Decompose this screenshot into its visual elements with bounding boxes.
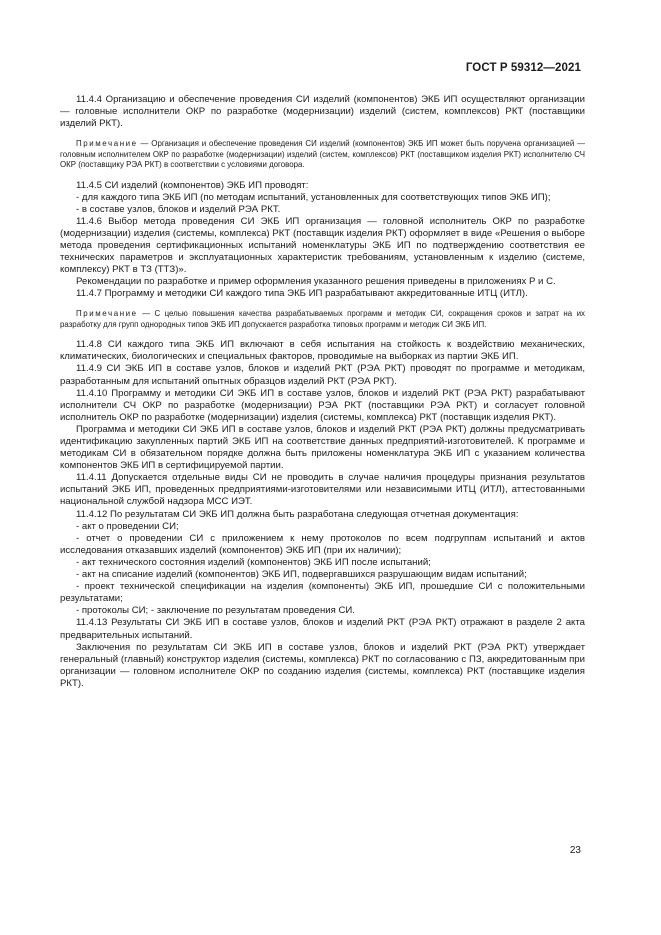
paragraph-11-4-5: 11.4.5 СИ изделий (компонентов) ЭКБ ИП проводят: xyxy=(76,179,309,191)
document-body xyxy=(60,94,585,690)
list-item: - проект технической спецификации на изделия (компоненты) ЭКБ ИП, прошедшие СИ с положительными результатами; xyxy=(60,581,585,605)
standard-header: ГОСТ Р 59312—2021 xyxy=(465,62,581,74)
paragraph-recommendations: Рекомендации по разработке и пример оформления указанного решения приведены в приложениях Р и С. xyxy=(76,276,556,288)
paragraph-11-4-9: 11.4.9 СИ ЭКБ ИП в составе узлов, блоков и изделий РКТ (РЭА РКТ) проводят по программе и методикам, разработанным для испытаний опытных образцов изделий РКТ (РЭА РКТ). xyxy=(60,363,585,387)
paragraph-11-4-4: 11.4.4 Организацию и обеспечение проведения СИ изделий (компонентов) ЭКБ ИП осуществляют организации — головные исполнители ОКР по разработке (модернизации) изделий (систем, комплексов) РКТ (поставщики изделий РКТ). xyxy=(60,94,585,130)
note-1 xyxy=(60,139,585,170)
paragraph-11-4-6: 11.4.6 Выбор метода проведения СИ ЭКБ ИП организация — головной исполнитель ОКР по разработке (модернизации) изделия (системы, комплекса) РКТ (поставщик изделия РКТ) оформляет в виде «Решения о выборе метода проведения сертификационных испытаний номенклатуры ЭКБ ИП по подтверждению соответствия ее технических параметров и эксплуатационных характеристик требованиям, установленным к изделию (системе, комплексу) РКТ в ТЗ (ТТЗ)». xyxy=(60,215,585,276)
note-2-text: — С целью повышения качества разрабатываемых программ и методик СИ, сокращения сроков и затрат на их разработку для групп однородных типов ЭКБ ИП допускается разработка типовых программ и методик СИ ЭКБ ИП. xyxy=(60,309,585,329)
paragraph-11-4-11: 11.4.11 Допускается отдельные виды СИ не проводить в случае наличия процедуры признания результатов испытаний ЭКБ ИП, проведенных предприятиями-изготовителями или независимыми ИТЦ (ИТЛ), аттестованными национальной службой надзора МСС ИЭТ. xyxy=(60,472,585,508)
list-item: - отчет о проведении СИ с приложением к нему протоколов по всем подгруппам испытаний и актов исследования отказавших изделий (компонентов) ЭКБ ИП (при их наличии); xyxy=(60,532,585,556)
note-label: Примечание xyxy=(76,309,138,319)
paragraph-11-4-7: 11.4.7 Программу и методики СИ каждого типа ЭКБ ИП разрабатывают аккредитованные ИТЦ (ИТЛ). xyxy=(76,288,528,300)
list-item: - протоколы СИ; - заключение по результатам проведения СИ. xyxy=(76,605,355,617)
paragraph-11-4-12: 11.4.12 По результатам СИ ЭКБ ИП должна быть разработана следующая отчетная документация: xyxy=(76,508,519,520)
paragraph-conclusions: Заключения по результатам СИ ЭКБ ИП в составе узлов, блоков и изделий РКТ (РЭА РКТ) утверждает генеральный (главный) конструктор изделия (системы, комплекса) РКТ по согласованию с ПЗ, аккредитованным при организации — головном исполнителе ОКР по созданию изделия (системы, комплекса) РКТ (поставщике изделия РКТ). xyxy=(60,641,585,689)
list-item: - акт на списание изделий (компонентов) ЭКБ ИП, подвергавшихся разрушающим видам испытаний; xyxy=(76,569,527,581)
list-item: - акт технического состояния изделий (компонентов) ЭКБ ИП после испытаний; xyxy=(76,556,431,568)
paragraph-program: Программа и методики СИ ЭКБ ИП в составе узлов, блоков и изделий РКТ (РЭА РКТ) должны предусматривать идентификацию закупленных партий ЭКБ ИП на соответствие данных предприятий-изготовителей. К программе и методикам СИ в обязательном порядке должна быть приложены номенклатура ЭКБ ИП с указанием количества компонентов ЭКБ ИП в сертифицируемой партии. xyxy=(60,423,585,472)
list-item: - акт о проведении СИ; xyxy=(76,520,179,532)
note-2 xyxy=(60,309,585,330)
page-number: 23 xyxy=(569,845,581,856)
note-1-text: — Организация и обеспечение проведения СИ изделий (компонентов) ЭКБ ИП может быть поручена организацией — головным исполнителем ОКР по разработке (модернизации) изделий (систем, комплексов) РКТ (поставщиком изделия РКТ) исполнителю СЧ ОКР (поставщику РЭА РКТ) в соответствии с условиями договора. xyxy=(60,139,585,170)
paragraph-11-4-10: 11.4.10 Программу и методики СИ ЭКБ ИП в составе узлов, блоков и изделий РКТ (РЭА РКТ) разрабатывают исполнители СЧ ОКР по разработке (модернизации) РЭА РКТ (поставщики РЭА РКТ) и согласует головной исполнитель ОКР по разработке (модернизации) изделия (системы, комплекса) РКТ (поставщик изделия РКТ). xyxy=(60,387,585,423)
paragraph-11-4-8: 11.4.8 СИ каждого типа ЭКБ ИП включают в себя испытания на стойкость к воздействию механических, климатических, биологических и специальных факторов, проводимые на выборках из партии ЭКБ ИП. xyxy=(60,339,585,363)
list-item: - в составе узлов, блоков и изделий РЭА РКТ. xyxy=(76,203,281,215)
list-item: - для каждого типа ЭКБ ИП (по методам испытаний, установленных для соответствующих типов ЭКБ ИП); xyxy=(76,191,551,203)
paragraph-11-4-13: 11.4.13 Результаты СИ ЭКБ ИП в составе узлов, блоков и изделий РКТ (РЭА РКТ) отражают в разделе 2 акта предварительных испытаний. xyxy=(60,617,585,641)
note-label: Примечание xyxy=(76,139,138,149)
